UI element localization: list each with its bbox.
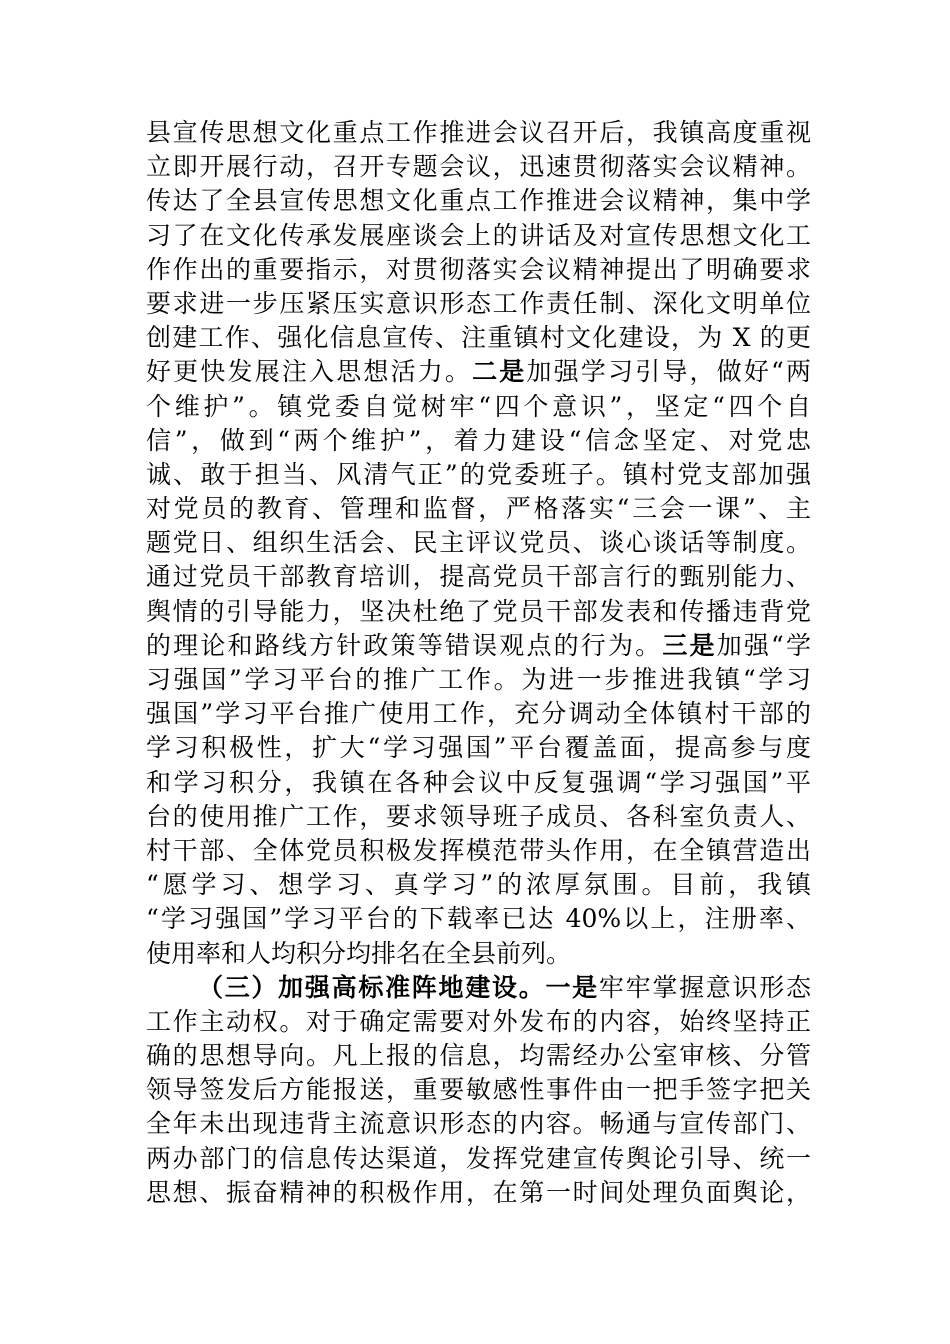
text-segment: “学习强国”学习平台的下载率已达 40%以上，注册率、 <box>146 904 811 934</box>
text-segment: 习了在文化传承发展座谈会上的讲话及对宣传思想文化工 <box>146 220 811 250</box>
text-segment: 和学习积分，我镇在各种会议中反复强调“学习强国”平 <box>146 767 811 797</box>
text-line <box>146 424 811 458</box>
text-line <box>146 1005 811 1039</box>
document-body <box>146 116 811 1210</box>
text-segment: 信”，做到“两个维护”，着力建设“信念坚定、对党忠 <box>146 425 811 455</box>
text-segment: “愿学习、想学习、真学习”的浓厚氛围。目前，我镇 <box>146 870 811 900</box>
text-line <box>146 1142 811 1176</box>
text-line <box>146 902 811 936</box>
text-line <box>146 184 811 218</box>
text-line <box>146 253 811 287</box>
text-line <box>146 560 811 594</box>
text-line <box>146 1039 811 1073</box>
text-segment: 加强“学 <box>716 630 811 660</box>
bold-text-segment: （三）加强高标准阵地建设。 <box>198 972 546 1002</box>
text-segment: 思想、振奋精神的积极作用，在第一时间处理负面舆论， <box>146 1177 811 1207</box>
text-line <box>146 1176 811 1210</box>
bold-text-segment: 一是 <box>545 972 599 1002</box>
text-segment: 县宣传思想文化重点工作推进会议召开后，我镇高度重视 <box>146 118 811 147</box>
text-segment: 创建工作、强化信息宣传、注重镇村文化建设，为 X 的更 <box>146 323 811 353</box>
text-line <box>146 834 811 868</box>
text-line <box>146 697 811 731</box>
text-segment: 对党员的教育、管理和监督，严格落实“三会一课”、主 <box>146 494 811 524</box>
text-segment: 使用率和人均积分均排名在全县前列。 <box>146 938 572 968</box>
text-line <box>146 766 811 800</box>
text-line <box>146 731 811 765</box>
text-segment: 通过党员干部教育培训，提高党员干部言行的甄别能力、 <box>146 562 811 592</box>
text-segment: 舆情的引导能力，坚决杜绝了党员干部发表和传播违背党 <box>146 596 811 626</box>
text-line <box>146 868 811 902</box>
text-segment: 牢牢掌握意识形态 <box>598 972 811 1002</box>
text-line <box>146 629 811 663</box>
text-line <box>146 390 811 424</box>
text-line <box>146 492 811 526</box>
text-line <box>146 526 811 560</box>
text-segment: 两办部门的信息传达渠道，发挥党建宣传舆论引导、统一 <box>146 1143 811 1173</box>
text-segment: 强国”学习平台推广使用工作，充分调动全体镇村干部的 <box>146 699 811 729</box>
text-segment: 诚、敢于担当、风清气正”的党委班子。镇村党支部加强 <box>146 459 811 489</box>
bold-text-segment: 三是 <box>662 630 717 660</box>
text-segment: 习强国”学习平台的推广工作。为进一步推进我镇“学习 <box>146 665 811 694</box>
text-line <box>146 595 811 629</box>
text-segment: 确的思想导向。凡上报的信息，均需经办公室审核、分管 <box>146 1041 811 1071</box>
text-segment: 要求进一步压紧压实意识形态工作责任制、深化文明单位 <box>146 288 811 318</box>
text-segment: 好更快发展注入思想活力。 <box>146 357 473 387</box>
text-segment: 立即开展行动，召开专题会议，迅速贯彻落实会议精神。 <box>146 152 811 182</box>
text-segment: 工作主动权。对于确定需要对外发布的内容，始终坚持正 <box>146 1006 811 1036</box>
text-segment: 传达了全县宣传思想文化重点工作推进会议精神，集中学 <box>146 186 811 216</box>
text-segment: 个维护”。镇党委自觉树牢“四个意识”，坚定“四个自 <box>146 391 811 421</box>
text-segment: 全年未出现违背主流意识形态的内容。畅通与宣传部门、 <box>146 1109 811 1139</box>
text-line <box>146 663 811 697</box>
text-line <box>146 458 811 492</box>
text-segment: 作作出的重要指示，对贯彻落实会议精神提出了明确要求 <box>146 254 811 284</box>
text-segment: 领导签发后方能报送，重要敏感性事件由一把手签字把关 <box>146 1075 811 1105</box>
text-line <box>146 971 811 1005</box>
text-segment: 村干部、全体党员积极发挥模范带头作用，在全镇营造出 <box>146 835 811 865</box>
text-line <box>146 219 811 253</box>
text-line <box>146 116 811 150</box>
text-segment: 学习积极性，扩大“学习强国”平台覆盖面，提高参与度 <box>146 733 811 763</box>
text-segment: 台的使用推广工作，要求领导班子成员、各科室负责人、 <box>146 801 811 831</box>
text-line <box>146 1107 811 1141</box>
text-line <box>146 1073 811 1107</box>
text-line <box>146 287 811 321</box>
text-segment: 题党日、组织生活会、民主评议党员、谈心谈话等制度。 <box>146 528 811 558</box>
text-line <box>146 150 811 184</box>
text-line <box>146 321 811 355</box>
text-segment: 加强学习引导，做好“两 <box>526 357 811 387</box>
text-line <box>146 937 811 971</box>
text-line <box>146 800 811 834</box>
bold-text-segment: 二是 <box>472 357 527 387</box>
text-segment: 的理论和路线方针政策等错误观点的行为。 <box>146 630 663 660</box>
text-line <box>146 355 811 389</box>
